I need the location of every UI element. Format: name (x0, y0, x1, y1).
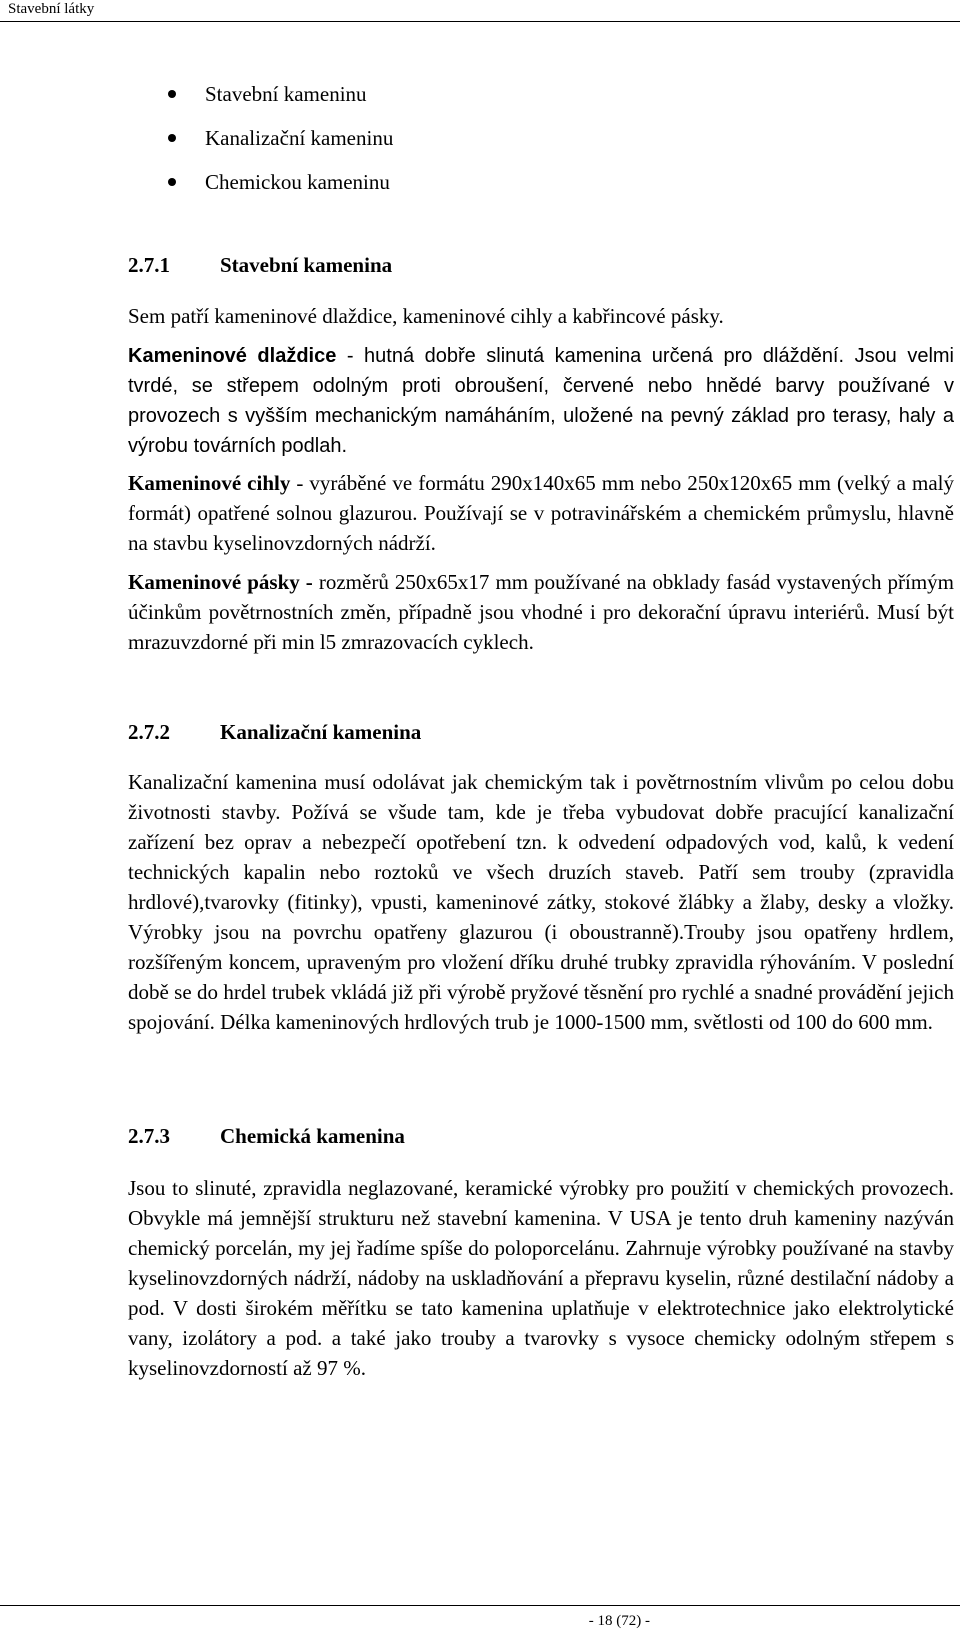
section-heading-2-7-1 (128, 250, 828, 280)
section-number: 2.7.1 (128, 253, 170, 277)
section-title: Chemická kamenina (220, 1124, 405, 1148)
paragraph-text: - hutná dobře slinutá kamenina určená pro dláždění. (336, 345, 855, 367)
section-title: Kanalizační kamenina (220, 720, 422, 744)
bullet-icon (168, 90, 176, 98)
paragraph-lead: Kameninové dlaždice (128, 345, 337, 367)
bullet-icon (168, 178, 176, 186)
list-item-label: Stavební kameninu (205, 82, 367, 106)
list-item (128, 160, 393, 204)
paragraph-chemicka: Jsou to slinuté, zpravidla neglazované, keramické výrobky pro použití v chemických provozech. Obvykle má jemnější strukturu než stavební kamenina. V USA je tento druh kameniny nazýván chemický porcelán, my jej řadíme spíše do poloporcelánu. Zahrnuje výrobky používané na stavby kyselinovzdorných nádrží, nádoby na uskladňování a přepravu kyselin, různé destilační nádoby a pod. V dosti širokém měřítku se tato kamenina uplatňuje v elektrotechnice jako elektrolytické vany, izolátory a pod. a také jako trouby a tvarovky s vysoce chemicky odolným střepem s kyselinovzdorností až 97 %. (128, 1176, 954, 1380)
paragraph-lead: Kameninové pásky - (128, 570, 313, 594)
paragraph-pasky (128, 567, 954, 657)
running-header: Stavební látky (8, 1, 95, 17)
section-number: 2.7.2 (128, 720, 170, 744)
section-heading-2-7-2 (128, 717, 828, 747)
list-item-label: Kanalizační kameninu (205, 126, 394, 150)
page-number: - 18 (72) - (588, 1613, 650, 1629)
paragraph-text: Jsou velmi tvrdé, se střepem odolným proti obroušení, červené nebo hnědé barvy používané v provozech s vyšším mechanickým namáháním, uložené na pevný základ pro terasy, haly a výrobu továrních podlah. (128, 345, 954, 457)
list-item (128, 116, 393, 160)
section-intro: Sem patří kameninové dlaždice, kameninové cihly a kabřincové pásky. (128, 304, 724, 328)
list-item (128, 72, 393, 116)
paragraph-kanalizacni: Kanalizační kamenina musí odolávat jak chemickým tak i povětrnostním vlivům po celou dobu životnosti stavby. Požívá se všude tam, kde je třeba vybudovat dobře pracující kanalizační zařízení bez oprav a nebezpečí opotřebení tzn. k odvedení odpadových vod, kalů, k vedení technických kapalin nebo roztoků ve všech druzích staveb. Patří sem trouby (zpravidla hrdlové),tvarovky (fitinky), vpusti, kameninové zátky, stokové žlábky a žlaby, desky a vložky. Výrobky jsou na povrchu opatřeny glazurou (i oboustranně).Trouby jsou opatřeny hrdlem, rozšířeným koncem, upraveným pro vložení dříku druhé trubky zpravidla rýhováním. V poslední době se do hrdel trubek vkládá již při výrobě pryžové těsnění pro rychlé a snadné provádění jejich spojování. Délka kameninových hrdlových trub je 1000-1500 mm, světlosti od 100 do 600 mm. (128, 770, 954, 1034)
paragraph-cihly (128, 468, 954, 558)
paragraph-dlazdice (128, 341, 954, 461)
paragraph-text: rozměrů 250x65x17 mm používané na obklady fasád vystavených přímým účinkům povětrnostních změn, případně jsou vhodné i pro dekorační úpravu interiérů. Musí být mrazuvzdorné při min l5 zmrazovacích cyklech. (128, 570, 955, 654)
header-rule (0, 21, 960, 22)
list-item-label: Chemickou kameninu (205, 170, 390, 194)
footer-rule (0, 1605, 960, 1606)
paragraph-text: - vyráběné ve formátu 290x140x65 mm nebo 250x120x65 mm (velký a malý formát) opatřené solnou glazurou. Používají se v potravinářském a chemickém průmyslu, hlavně na stavbu kyselinovzdorných nádrží. (128, 471, 954, 555)
section-heading-2-7-3 (128, 1121, 828, 1151)
bullet-list (128, 72, 393, 204)
paragraph-lead: Kameninové cihly (128, 471, 291, 495)
section-title: Stavební kamenina (220, 253, 393, 277)
section-number: 2.7.3 (128, 1124, 170, 1148)
bullet-icon (168, 134, 176, 142)
